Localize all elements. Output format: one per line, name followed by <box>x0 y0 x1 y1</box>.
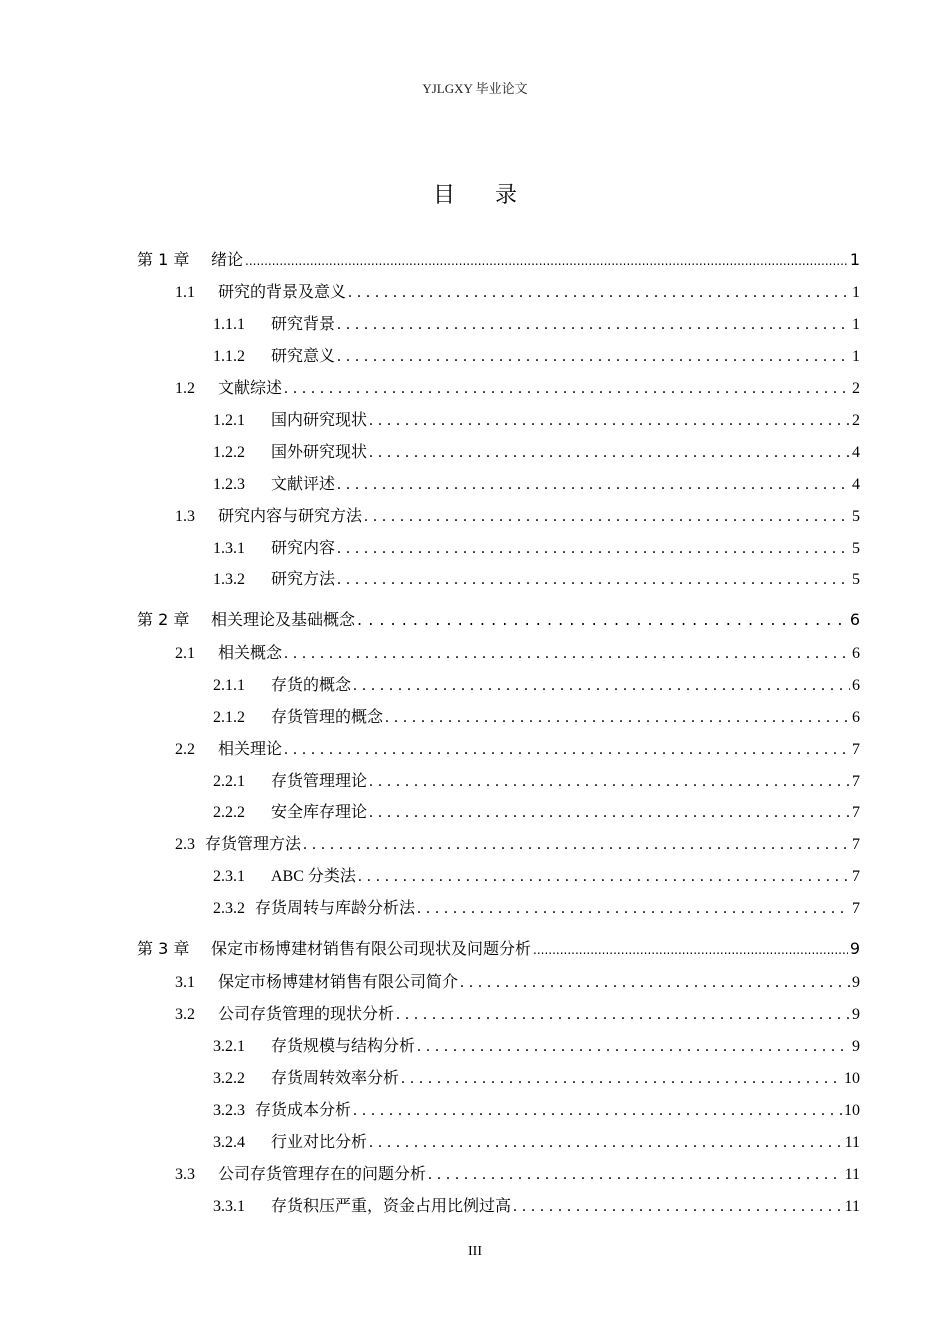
dot-leader <box>428 1166 843 1184</box>
toc-entry-3-2-3[interactable] <box>213 1097 860 1120</box>
toc-entry-number: 第 1 章 <box>137 250 190 269</box>
toc-entry-title: 公司存货管理的现状分析 <box>218 1006 395 1023</box>
dot-leader <box>337 476 850 494</box>
toc-entry-page: 10 <box>844 1070 860 1087</box>
toc-entry-number: 2.2.1 <box>213 773 245 790</box>
toc-entry-1-1[interactable] <box>175 279 860 302</box>
toc-entry-3-3-1[interactable] <box>213 1193 860 1216</box>
toc-entry-number: 1.1 <box>175 284 195 301</box>
toc-entry-title: 存货周转效率分析 <box>271 1070 400 1087</box>
toc-entry-number: 2.3.1 <box>213 868 245 885</box>
toc-entry-page: 10 <box>844 1102 860 1119</box>
toc-entry-page: 1 <box>852 316 860 333</box>
toc-entry-number: 2.1.2 <box>213 709 245 726</box>
toc-entry-number: 1.3.2 <box>213 571 245 588</box>
dot-leader <box>460 974 850 992</box>
toc-entry-page: 2 <box>852 412 860 429</box>
dot-leader <box>357 610 848 629</box>
dot-leader <box>533 939 848 958</box>
toc-entry-page: 6 <box>852 645 860 662</box>
dot-leader <box>284 741 850 759</box>
toc-entry-number: 第 2 章 <box>137 610 190 629</box>
dot-leader <box>401 1070 842 1088</box>
toc-entry-page: 9 <box>849 939 860 958</box>
toc-entry-ch2[interactable] <box>137 607 860 630</box>
toc-entry-number: 2.3.2 <box>213 900 245 917</box>
toc-entry-1-1-2[interactable] <box>213 343 860 366</box>
toc-entry-number: 2.3 <box>175 836 195 853</box>
toc-entry-title: 保定市杨博建材销售有限公司现状及问题分析 <box>211 939 532 958</box>
toc-entry-title: 存货的概念 <box>271 677 352 694</box>
toc-entry-page: 5 <box>852 571 860 588</box>
toc-entry-number: 3.2.1 <box>213 1038 245 1055</box>
toc-entry-page: 11 <box>844 1166 860 1183</box>
toc-entry-page: 1 <box>852 284 860 301</box>
toc-entry-number: 3.3.1 <box>213 1198 245 1215</box>
dot-leader <box>369 773 850 791</box>
toc-entry-page: 4 <box>852 476 860 493</box>
toc-entry-number: 1.1.1 <box>213 316 245 333</box>
toc-entry-number: 1.2.3 <box>213 476 245 493</box>
toc-entry-title: 存货管理的概念 <box>271 709 384 726</box>
toc-entry-1-2[interactable] <box>175 375 860 398</box>
toc-entry-title: 研究方法 <box>271 571 336 588</box>
toc-entry-number: 3.2.3 <box>213 1102 245 1119</box>
toc-entry-title: 存货积压严重，资金占用比例过高 <box>271 1198 512 1215</box>
toc-entry-title: ABC 分类法 <box>271 868 356 885</box>
toc-entry-number: 1.3.1 <box>213 540 245 557</box>
toc-entry-page: 7 <box>852 900 860 917</box>
toc-entry-2-1-2[interactable] <box>213 704 860 727</box>
toc-entry-title: 国内研究现状 <box>271 412 368 429</box>
toc-entry-2-1-1[interactable] <box>213 672 860 695</box>
toc-entry-number: 1.2.1 <box>213 412 245 429</box>
toc-entry-page: 1 <box>852 348 860 365</box>
toc-entry-title: 研究意义 <box>271 348 336 365</box>
dot-leader <box>417 1038 850 1056</box>
toc-entry-1-3-2[interactable] <box>213 566 860 589</box>
toc-entry-1-1-1[interactable] <box>213 311 860 334</box>
toc-entry-3-2-2[interactable] <box>213 1065 860 1088</box>
toc-entry-number: 2.1 <box>175 645 195 662</box>
toc-entry-3-3[interactable] <box>175 1161 860 1184</box>
toc-entry-3-1[interactable] <box>175 969 860 992</box>
dot-leader <box>353 1102 842 1120</box>
toc-entry-number: 1.2.2 <box>213 444 245 461</box>
toc-entry-page: 9 <box>852 1006 860 1023</box>
toc-entry-1-2-3[interactable] <box>213 471 860 494</box>
toc-entry-number: 3.2.4 <box>213 1134 245 1151</box>
toc-entry-2-1[interactable] <box>175 640 860 663</box>
toc-entry-1-2-2[interactable] <box>213 439 860 462</box>
dot-leader <box>337 348 850 366</box>
toc-entry-title: 保定市杨博建材销售有限公司简介 <box>218 974 459 991</box>
toc-entry-page: 11 <box>844 1198 860 1215</box>
toc-entry-title: 国外研究现状 <box>271 444 368 461</box>
toc-entry-title: 研究的背景及意义 <box>218 284 347 301</box>
toc-entry-number: 2.2 <box>175 741 195 758</box>
toc-entry-2-3[interactable] <box>175 831 860 854</box>
toc-entry-2-3-1[interactable] <box>213 863 860 886</box>
toc-entry-title: 存货管理理论 <box>271 773 368 790</box>
toc-entry-page: 6 <box>852 677 860 694</box>
toc-entry-title: 研究内容 <box>271 540 336 557</box>
dot-leader <box>396 1006 850 1024</box>
toc-entry-page: 6 <box>852 709 860 726</box>
toc-entry-3-2-1[interactable] <box>213 1033 860 1056</box>
dot-leader <box>284 380 850 398</box>
toc-entry-number: 3.2.2 <box>213 1070 245 1087</box>
toc-entry-ch1[interactable] <box>137 247 860 270</box>
toc-entry-ch3[interactable] <box>137 936 860 959</box>
toc-entry-title: 公司存货管理存在的问题分析 <box>218 1166 427 1183</box>
toc-entry-title: 行业对比分析 <box>271 1134 368 1151</box>
toc-entry-number: 1.1.2 <box>213 348 245 365</box>
toc-entry-page: 2 <box>852 380 860 397</box>
toc-entry-page: 11 <box>844 1134 860 1151</box>
dot-leader <box>337 540 850 558</box>
dot-leader <box>284 645 850 663</box>
toc-entry-number: 2.2.2 <box>213 804 245 821</box>
dot-leader <box>337 316 850 334</box>
toc-title: 目录 <box>432 183 557 208</box>
dot-leader <box>353 677 850 695</box>
running-header: YJLGXY 毕业论文 <box>422 81 528 96</box>
toc-entry-2-2[interactable] <box>175 736 860 759</box>
toc-entry-title: 绪论 <box>211 250 244 269</box>
toc-entry-title: 存货规模与结构分析 <box>271 1038 416 1055</box>
toc-entry-number: 3.2 <box>175 1006 195 1023</box>
toc-entry-2-3-2[interactable] <box>213 895 860 918</box>
toc-entry-page: 1 <box>849 250 860 269</box>
toc-entry-number: 1.3 <box>175 508 195 525</box>
toc-entry-title: 存货管理方法 <box>205 836 302 853</box>
toc-entry-page: 7 <box>852 868 860 885</box>
toc-entry-2-2-2[interactable] <box>213 799 860 822</box>
toc-entry-title: 安全库存理论 <box>271 804 368 821</box>
toc-entry-page: 5 <box>852 540 860 557</box>
dot-leader <box>417 900 850 918</box>
toc-entry-title: 相关理论及基础概念 <box>211 610 356 629</box>
toc-entry-number: 3.1 <box>175 974 195 991</box>
toc-entry-3-2[interactable] <box>175 1001 860 1024</box>
toc-entry-title: 研究内容与研究方法 <box>218 508 363 525</box>
toc-entry-title: 研究背景 <box>271 316 336 333</box>
dot-leader <box>245 250 848 269</box>
page-number: III <box>468 1244 482 1259</box>
dot-leader <box>348 284 850 302</box>
toc-entry-2-2-1[interactable] <box>213 768 860 791</box>
toc-entry-page: 4 <box>852 444 860 461</box>
dot-leader <box>385 709 850 727</box>
toc-entry-page: 7 <box>852 741 860 758</box>
toc-entry-page: 9 <box>852 974 860 991</box>
toc-entry-number: 2.1.1 <box>213 677 245 694</box>
toc-entry-page: 5 <box>852 508 860 525</box>
toc-entry-1-2-1[interactable] <box>213 407 860 430</box>
toc-entry-title: 文献评述 <box>271 476 336 493</box>
toc-entry-1-3[interactable] <box>175 503 860 526</box>
toc-entry-page: 7 <box>852 836 860 853</box>
toc-entry-page: 9 <box>852 1038 860 1055</box>
toc-entry-title: 相关概念 <box>218 645 283 662</box>
toc-entry-1-3-1[interactable] <box>213 535 860 558</box>
toc-entry-title: 相关理论 <box>218 741 283 758</box>
dot-leader <box>364 508 850 526</box>
toc-entry-number: 3.3 <box>175 1166 195 1183</box>
dot-leader <box>369 412 850 430</box>
toc-entry-title: 存货成本分析 <box>255 1102 352 1119</box>
toc-entry-title: 文献综述 <box>218 380 283 397</box>
dot-leader <box>369 804 850 822</box>
dot-leader <box>358 868 850 886</box>
dot-leader <box>513 1198 843 1216</box>
toc-entry-title: 存货周转与库龄分析法 <box>255 900 416 917</box>
toc-entry-3-2-4[interactable] <box>213 1129 860 1152</box>
dot-leader <box>337 571 850 589</box>
dot-leader <box>303 836 850 854</box>
toc-entry-page: 6 <box>849 610 860 629</box>
dot-leader <box>369 1134 843 1152</box>
dot-leader <box>369 444 850 462</box>
toc-entry-page: 7 <box>852 804 860 821</box>
toc-entry-number: 第 3 章 <box>137 939 190 958</box>
toc-entry-page: 7 <box>852 773 860 790</box>
toc-entry-number: 1.2 <box>175 380 195 397</box>
